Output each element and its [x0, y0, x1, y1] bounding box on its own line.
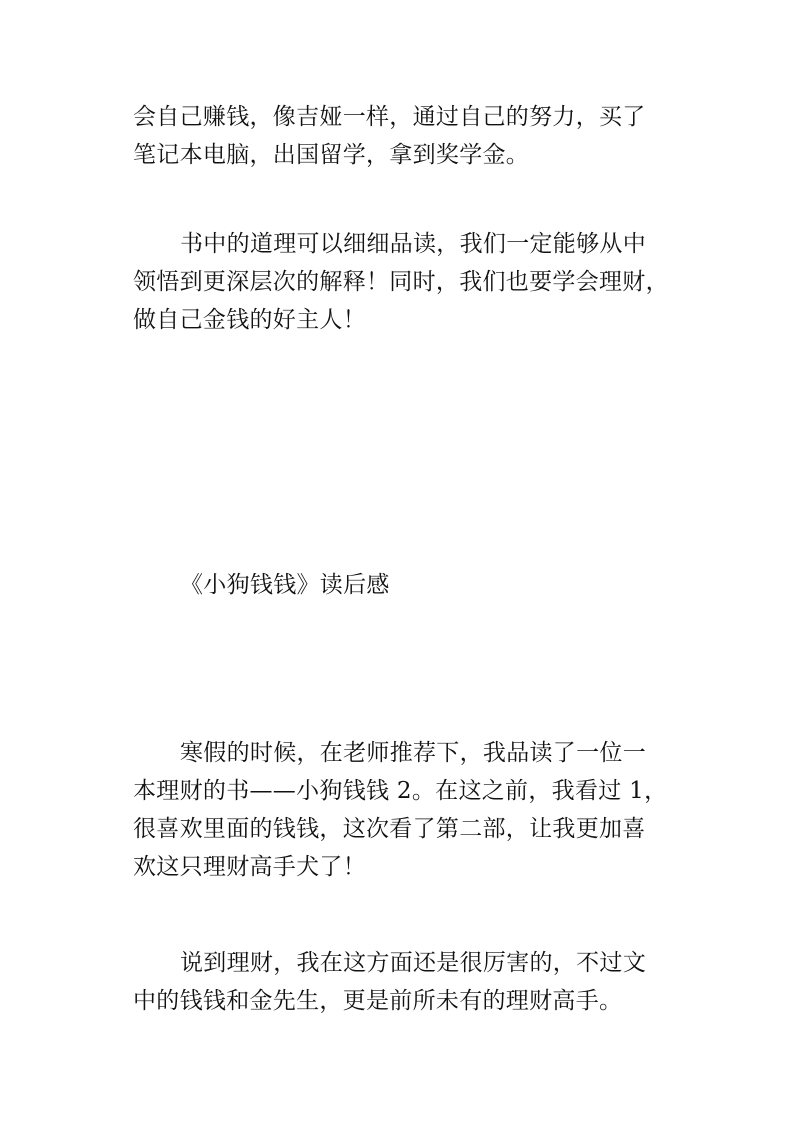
paragraph-conclusion [133, 225, 668, 339]
text-line: 中的钱钱和金先生，更是前所未有的理财高手。 [133, 988, 623, 1014]
text-line: 书中的道理可以细细品读，我们一定能够从中 [180, 231, 646, 257]
text-line: 很喜欢里面的钱钱，这次看了第二部，让我更加喜 [133, 816, 646, 842]
text-line: 领悟到更深层次的解释！同时，我们也要学会理财， [133, 269, 669, 295]
paragraph-body [133, 944, 668, 1020]
text-line: 本理财的书——小狗钱钱 2。在这之前，我看过 1， [133, 778, 668, 804]
essay-title-text: 《小狗钱钱》读后感 [180, 572, 390, 598]
text-line: 会自己赚钱，像吉娅一样，通过自己的努力，买了 [133, 104, 646, 130]
text-line: 笔记本电脑，出国留学，拿到奖学金。 [133, 142, 530, 168]
paragraph-continuation [133, 98, 668, 174]
text-line: 欢这只理财高手犬了！ [133, 854, 366, 880]
essay-title [133, 566, 668, 604]
paragraph-intro [133, 734, 668, 886]
text-line: 做自己金钱的好主人！ [133, 307, 366, 333]
text-line: 说到理财，我在这方面还是很厉害的，不过文 [180, 950, 646, 976]
text-line: 寒假的时候，在老师推荐下，我品读了一位一 [180, 740, 646, 766]
